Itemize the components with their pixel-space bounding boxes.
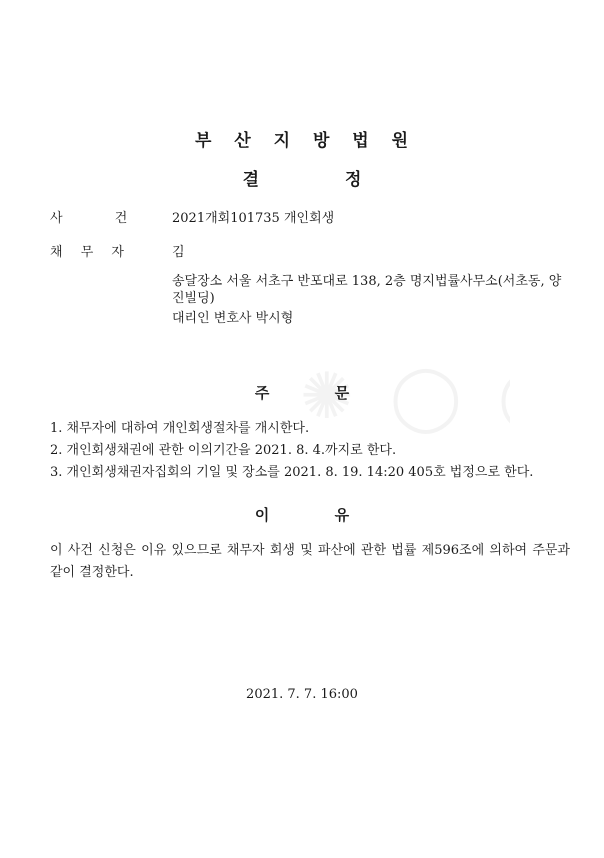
reason-text: 이 사건 신청은 이유 있으므로 채무자 회생 및 파산에 관한 법률 제596조에 의하여 주문과 같이 결정한다.: [50, 543, 570, 580]
order-list: [50, 418, 570, 484]
order-item: 1. 채무자에 대하여 개인회생절차를 개시한다.: [50, 421, 310, 436]
debtor-label: 채 무 자: [50, 245, 124, 260]
decision-date: 2021. 7. 7. 16:00: [246, 687, 358, 702]
reason-heading: 이 유: [254, 506, 350, 524]
order-item: 3. 개인회생채권자집회의 기일 및 장소를 2021. 8. 19. 14:20 405호 법정으로 한다.: [50, 465, 534, 480]
order-item: 2. 개인회생채권에 관한 이의기간을 2021. 8. 4.까지로 한다.: [50, 443, 397, 458]
service-address: 송달장소 서울 서초구 반포대로 138, 2층 명지법률사무소(서초동, 양진빌딩): [172, 274, 562, 306]
case-number: 2021개회101735 개인회생: [172, 211, 335, 226]
order-heading: 주 문: [254, 384, 350, 402]
representative: 대리인 변호사 박시형: [172, 311, 294, 326]
debtor-name: 김: [172, 245, 185, 260]
document-type-title: 결 정: [242, 170, 362, 190]
case-label: 사 건: [50, 211, 128, 226]
court-name: 부 산 지 방 법 원: [194, 131, 410, 151]
